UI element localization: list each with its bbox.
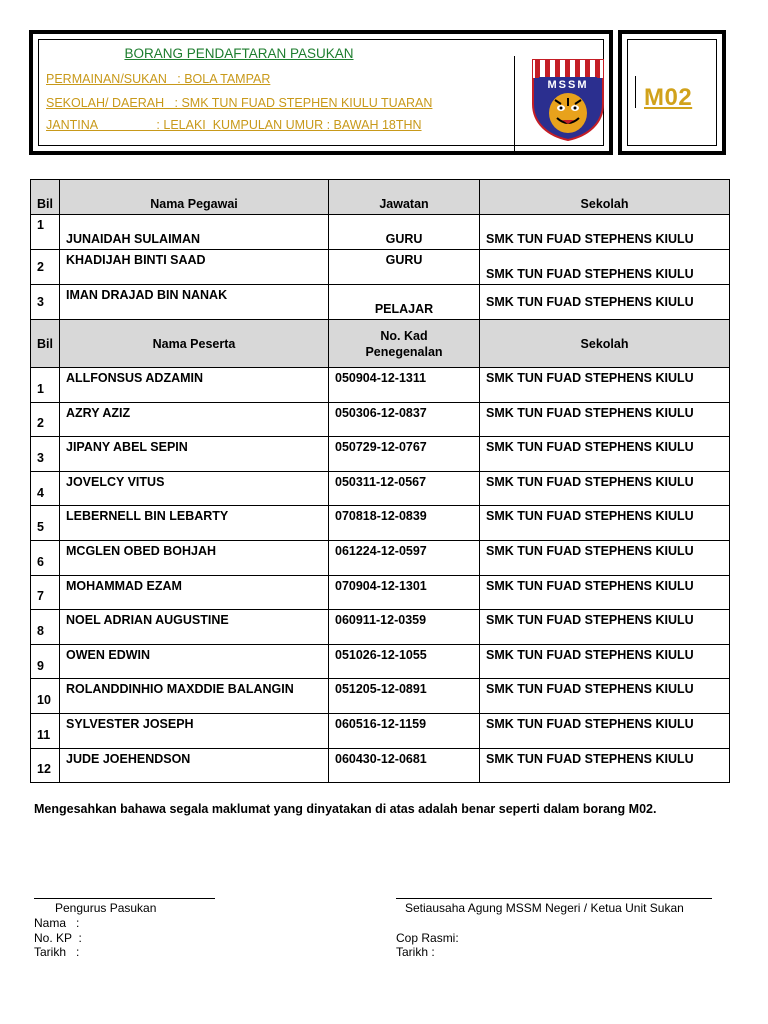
participant-name: AZRY AZIZ <box>60 402 329 437</box>
officials-header-school: Sekolah <box>480 180 730 215</box>
participant-bil: 3 <box>31 437 60 472</box>
officials-header-position: Jawatan <box>329 180 480 215</box>
participant-ic: 061224-12-0597 <box>329 540 480 575</box>
participant-bil: 6 <box>31 540 60 575</box>
left-tarikh-label: Tarikh : <box>34 945 80 959</box>
official-school: SMK TUN FUAD STEPHENS KIULU <box>480 215 730 250</box>
official-bil: 1 <box>31 215 60 250</box>
participant-school: SMK TUN FUAD STEPHENS KIULU <box>480 540 730 575</box>
participant-name: JOVELCY VITUS <box>60 471 329 506</box>
official-row <box>31 285 730 320</box>
official-row <box>31 215 730 250</box>
right-signature-line <box>396 898 712 899</box>
left-signature-title: Pengurus Pasukan <box>55 901 157 915</box>
participant-name: MOHAMMAD EZAM <box>60 575 329 610</box>
participant-ic: 051205-12-0891 <box>329 679 480 714</box>
participant-bil: 9 <box>31 644 60 679</box>
participant-school: SMK TUN FUAD STEPHENS KIULU <box>480 402 730 437</box>
participant-bil: 12 <box>31 748 60 783</box>
right-tarikh-label: Tarikh : <box>396 945 435 959</box>
participant-row <box>31 540 730 575</box>
participant-bil: 11 <box>31 713 60 748</box>
officials-header-row <box>31 180 730 215</box>
participants-header-row <box>31 320 730 368</box>
participant-ic: 051026-12-1055 <box>329 644 480 679</box>
sport-line: PERMAINAN/SUKAN : BOLA TAMPAR <box>46 72 271 86</box>
participant-ic: 060516-12-1159 <box>329 713 480 748</box>
official-position: GURU <box>329 215 480 250</box>
participant-name: LEBERNELL BIN LEBARTY <box>60 506 329 541</box>
participant-row <box>31 402 730 437</box>
participant-school: SMK TUN FUAD STEPHENS KIULU <box>480 368 730 403</box>
form-header-inner <box>38 39 604 146</box>
participant-name: JUDE JOEHENDSON <box>60 748 329 783</box>
logo-text: MSSM <box>547 79 589 91</box>
participant-school: SMK TUN FUAD STEPHENS KIULU <box>480 437 730 472</box>
participant-ic: 060911-12-0359 <box>329 610 480 645</box>
participant-name: JIPANY ABEL SEPIN <box>60 437 329 472</box>
participant-school: SMK TUN FUAD STEPHENS KIULU <box>480 610 730 645</box>
school-line: SEKOLAH/ DAERAH : SMK TUN FUAD STEPHEN KIULU TUARAN <box>46 96 433 110</box>
participant-ic: 050904-12-1311 <box>329 368 480 403</box>
official-position: GURU <box>329 250 480 285</box>
participant-name: ALLFONSUS ADZAMIN <box>60 368 329 403</box>
participants-header-bil: Bil <box>31 320 60 368</box>
participants-header-school: Sekolah <box>480 320 730 368</box>
official-name: KHADIJAH BINTI SAAD <box>60 250 329 285</box>
form-title: BORANG PENDAFTARAN PASUKAN <box>124 46 354 61</box>
participant-school: SMK TUN FUAD STEPHENS KIULU <box>480 713 730 748</box>
participant-ic: 050306-12-0837 <box>329 402 480 437</box>
right-signature-title: Setiausaha Agung MSSM Negeri / Ketua Unit Sukan <box>405 901 684 915</box>
official-name: JUNAIDAH SULAIMAN <box>60 215 329 250</box>
participant-school: SMK TUN FUAD STEPHENS KIULU <box>480 644 730 679</box>
participant-ic: 050729-12-0767 <box>329 437 480 472</box>
participant-ic: 050311-12-0567 <box>329 471 480 506</box>
form-code: M02 <box>644 84 693 111</box>
gender-age-line: JANTINA : LELAKI KUMPULAN UMUR : BAWAH 18THN <box>46 118 422 132</box>
header-divider <box>514 56 515 154</box>
participant-row <box>31 437 730 472</box>
participant-bil: 8 <box>31 610 60 645</box>
form-code-divider <box>635 76 636 108</box>
participant-row <box>31 610 730 645</box>
official-row <box>31 250 730 285</box>
officials-header-name: Nama Pegawai <box>60 180 329 215</box>
participant-name: OWEN EDWIN <box>60 644 329 679</box>
registration-table <box>30 179 730 783</box>
participant-row <box>31 748 730 783</box>
participant-school: SMK TUN FUAD STEPHENS KIULU <box>480 575 730 610</box>
participant-name: ROLANDDINHIO MAXDDIE BALANGIN <box>60 679 329 714</box>
official-school: SMK TUN FUAD STEPHENS KIULU <box>480 250 730 285</box>
official-bil: 3 <box>31 285 60 320</box>
participant-bil: 5 <box>31 506 60 541</box>
mssm-logo <box>531 58 605 142</box>
participant-bil: 1 <box>31 368 60 403</box>
participant-school: SMK TUN FUAD STEPHENS KIULU <box>480 471 730 506</box>
confirmation-statement: Mengesahkan bahawa segala maklumat yang dinyatakan di atas adalah benar seperti dalam borang M02. <box>34 802 657 816</box>
left-kp-label: No. KP : <box>34 931 82 945</box>
official-bil: 2 <box>31 250 60 285</box>
participant-row <box>31 368 730 403</box>
participant-bil: 10 <box>31 679 60 714</box>
participant-bil: 2 <box>31 402 60 437</box>
form-code-inner <box>627 39 717 146</box>
official-position: PELAJAR <box>329 285 480 320</box>
participant-name: NOEL ADRIAN AUGUSTINE <box>60 610 329 645</box>
participant-school: SMK TUN FUAD STEPHENS KIULU <box>480 679 730 714</box>
left-nama-label: Nama : <box>34 916 80 930</box>
participant-name: SYLVESTER JOSEPH <box>60 713 329 748</box>
participant-row <box>31 506 730 541</box>
participant-bil: 4 <box>31 471 60 506</box>
participant-school: SMK TUN FUAD STEPHENS KIULU <box>480 748 730 783</box>
participant-name: MCGLEN OBED BOHJAH <box>60 540 329 575</box>
right-cop-label: Cop Rasmi: <box>396 931 459 945</box>
participant-row <box>31 713 730 748</box>
form-code-box <box>618 30 726 155</box>
participants-header-name: Nama Peserta <box>60 320 329 368</box>
participant-row <box>31 575 730 610</box>
participant-row <box>31 644 730 679</box>
participant-bil: 7 <box>31 575 60 610</box>
officials-header-bil: Bil <box>31 180 60 215</box>
participant-school: SMK TUN FUAD STEPHENS KIULU <box>480 506 730 541</box>
participants-header-ic: No. Kad Penegenalan <box>329 320 480 368</box>
participant-row <box>31 471 730 506</box>
participant-ic: 070904-12-1301 <box>329 575 480 610</box>
official-school: SMK TUN FUAD STEPHENS KIULU <box>480 285 730 320</box>
participant-ic: 070818-12-0839 <box>329 506 480 541</box>
form-header <box>29 30 613 155</box>
official-name: IMAN DRAJAD BIN NANAK <box>60 285 329 320</box>
participant-row <box>31 679 730 714</box>
participant-ic: 060430-12-0681 <box>329 748 480 783</box>
left-signature-line <box>34 898 215 899</box>
